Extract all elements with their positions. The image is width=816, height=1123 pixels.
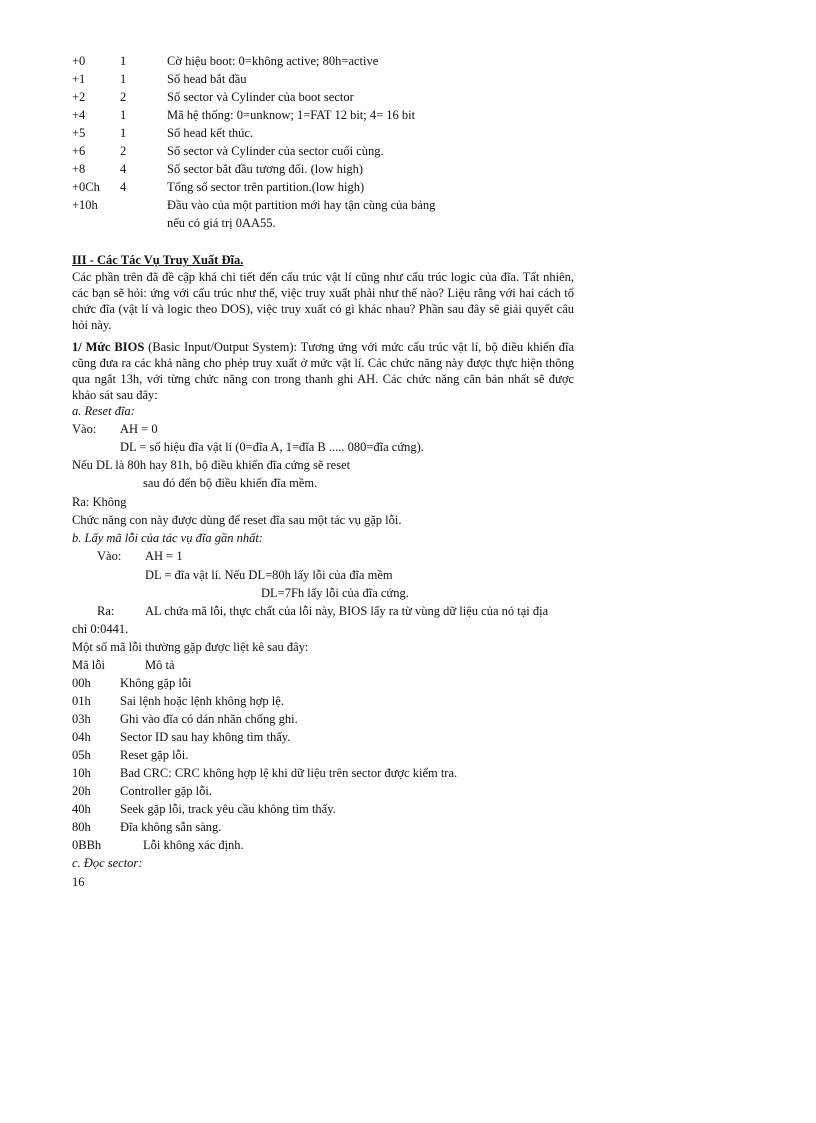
last-error-dl-cont: DL=7Fh lấy lỗi của đĩa cứng. [261, 586, 409, 600]
offset-cell: +8 [72, 162, 86, 176]
error-code: 10h [72, 766, 91, 780]
size-cell: 4 [120, 180, 127, 194]
reset-dl: DL = số hiệu đĩa vật lí (0=đĩa A, 1=đĩa B ..... 080=đĩa cứng). [120, 440, 424, 454]
desc-cell: Số sector bắt đầu tương đối. (low high) [167, 162, 363, 176]
last-error-ah: AH = 1 [145, 549, 183, 563]
last-error-ra-label: Ra: [97, 604, 115, 618]
error-list-intro: Một số mã lỗi thường gặp được liệt kê sau đây: [72, 640, 309, 654]
desc-cell: Đầu vào của một partition mới hay tận cùng của bảng [167, 198, 436, 212]
size-cell: 1 [120, 108, 127, 122]
offset-cell: +0 [72, 54, 86, 68]
offset-cell: +6 [72, 144, 86, 158]
reset-heading: a. Reset đĩa: [72, 404, 135, 418]
error-code: 00h [72, 676, 91, 690]
error-code-header: Mã lỗi [72, 658, 105, 672]
last-error-dl: DL = đĩa vật lí. Nếu DL=80h lấy lỗi của đĩa mềm [145, 568, 393, 582]
error-desc-header: Mô tả [145, 658, 175, 672]
offset-cell: +5 [72, 126, 86, 140]
desc-cell: Số head kết thúc. [167, 126, 254, 140]
section-title: III - Các Tác Vụ Truy Xuất Đĩa. [72, 253, 244, 267]
error-desc: Ghi vào đĩa có dán nhãn chống ghi. [120, 712, 298, 726]
error-code: 0BBh [72, 838, 102, 852]
desc-cell: Số head bắt đầu [167, 72, 247, 86]
intro-paragraph: Các phần trên đã đề cập khá chi tiết đến cấu trúc vật lí cũng như cấu trúc logic của đĩa. Tất nhiên, các bạn sẽ hỏi: ứng với cấu trúc như thế, việc truy xuất phải như thế nào? Liệu rằng với hai cách tổ chức đĩa (vật lí và logic theo DOS), việc truy xuất có gì khác nhau? Phần sau đây sẽ giải quyết câu hỏi này. [72, 270, 574, 332]
last-error-ra-cont: chỉ 0:0441. [72, 622, 129, 636]
reset-usage: Chức năng con này được dùng để reset đĩa sau một tác vụ gặp lỗi. [72, 513, 402, 527]
offset-cell: +10h [72, 198, 98, 212]
last-error-ra-text: AL chứa mã lỗi, thực chất của lỗi này, BIOS lấy ra từ vùng dữ liệu của nó tại địa [145, 604, 549, 618]
error-code: 20h [72, 784, 91, 798]
reset-output: Ra: Không [72, 495, 127, 509]
bios-text: (Basic Input/Output System): Tương ứng với mức cấu trúc vật lí, bộ điều khiển đĩa cũng đưa ra các khả năng cho phép truy xuất ở mức vật lí. Các chức năng này được thực hiện thông qua ngắt 13h, với từng chức năng con trong thanh ghi AH. Các chức năng căn bản nhất sẽ được khảo sát sau đây: [72, 340, 574, 402]
size-cell: 4 [120, 162, 127, 176]
read-sector-heading: c. Đọc sector: [72, 856, 143, 870]
error-desc: Sector ID sau hay không tìm thấy. [120, 730, 291, 744]
error-desc: Seek gặp lỗi, track yêu cầu không tìm thấy. [120, 802, 336, 816]
reset-note-cont: sau đó đến bộ điều khiển đĩa mềm. [143, 476, 318, 490]
bios-paragraph [72, 339, 574, 403]
desc-cell: Cờ hiệu boot: 0=không active; 80h=active [167, 54, 379, 68]
offset-cell: +0Ch [72, 180, 100, 194]
bios-label: 1/ Mức BIOS [72, 340, 145, 354]
desc-cell: Mã hệ thống: 0=unknow; 1=FAT 12 bit; 4= 16 bit [167, 108, 416, 122]
size-cell: 2 [120, 90, 127, 104]
reset-ah: AH = 0 [120, 422, 158, 436]
last-error-vao-label: Vào: [97, 549, 122, 563]
error-desc: Lỗi không xác định. [143, 838, 244, 852]
offset-cell: +4 [72, 108, 86, 122]
error-desc: Reset gặp lỗi. [120, 748, 189, 762]
error-code: 80h [72, 820, 91, 834]
reset-note: Nếu DL là 80h hay 81h, bộ điều khiển đĩa cứng sẽ reset [72, 458, 351, 472]
error-code: 40h [72, 802, 91, 816]
size-cell: 1 [120, 72, 127, 86]
last-error-heading: b. Lấy mã lỗi của tác vụ đĩa gần nhất: [72, 531, 263, 545]
error-code: 05h [72, 748, 91, 762]
error-code: 03h [72, 712, 91, 726]
desc-cell-continued: nếu có giá trị 0AA55. [167, 216, 276, 230]
offset-cell: +1 [72, 72, 86, 86]
page-number: 16 [72, 875, 85, 889]
desc-cell: Số sector và Cylinder của sector cuối cùng. [167, 144, 384, 158]
desc-cell: Tổng số sector trên partition.(low high) [167, 180, 365, 194]
error-desc: Controller gặp lỗi. [120, 784, 212, 798]
desc-cell: Số sector và Cylinder của boot sector [167, 90, 354, 104]
reset-vao-label: Vào: [72, 422, 97, 436]
error-desc: Bad CRC: CRC không hợp lệ khi dữ liệu trên sector được kiểm tra. [120, 766, 458, 780]
error-code: 04h [72, 730, 91, 744]
error-desc: Sai lệnh hoặc lệnh không hợp lệ. [120, 694, 284, 708]
error-code: 01h [72, 694, 91, 708]
size-cell: 1 [120, 54, 127, 68]
error-desc: Đĩa không sẵn sàng. [120, 820, 222, 834]
size-cell: 2 [120, 144, 127, 158]
error-desc: Không gặp lỗi [120, 676, 192, 690]
offset-cell: +2 [72, 90, 86, 104]
size-cell: 1 [120, 126, 127, 140]
